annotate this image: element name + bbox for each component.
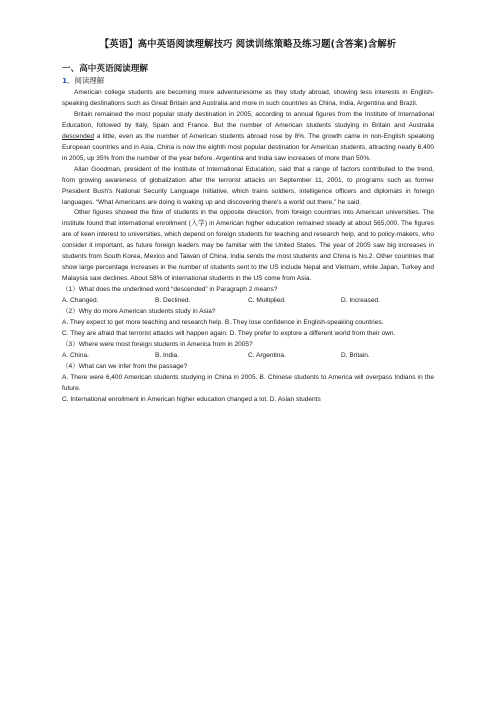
question-2-options-line-2: C. They are afraid that terrorist attacks will happen again. D. They prefer to explore a different world from their own.: [62, 329, 396, 337]
question-4-options-line-1: A. There were 6,400 American students studying in China in 2005. B. Chinese students to America will overpass Indians in the future.: [62, 373, 434, 392]
option-b: B. India.: [155, 351, 180, 359]
question-3-stem: （3）Where were most foreign students in America from in 2005?: [62, 340, 253, 348]
option-a: A. Changed.: [62, 297, 99, 305]
passage-paragraph-3: Allan Goodman, president of the Institute of International Education, said that a range of factors contributed to the trend, from growing awareness of globalization after the terrorist attacks on September 11, 2001, to programs such as former President Bush's National Security Language Initiative, which trains soldiers, intelligence officers and diplomats in foreign languages. “What Americans are doing is waking up and discovering there's a world out there,” he said.: [62, 165, 434, 206]
question-3: [62, 340, 434, 362]
question-2: [62, 307, 434, 340]
option-d: D. Increased.: [341, 297, 380, 305]
document-title: 【英语】高中英语阅读理解技巧 阅读训练策略及练习题(含答案)含解析: [99, 39, 397, 50]
question-4-stem: （4）What can we infer from the passage?: [62, 362, 188, 370]
sub-heading: [62, 75, 434, 86]
question-2-stem: （2）Why do more American students study in Asia?: [62, 308, 216, 316]
option-d: D. Britain.: [341, 351, 370, 359]
question-4: [62, 362, 434, 406]
passage-paragraph-1: American college students are becoming more adventuresome as they study abroad, showing less interests in English-speaking destinations such as Great Britain and Australia and more in such countries as China, India, Argentina and Brazil.: [62, 89, 434, 107]
option-a: A. China.: [62, 351, 89, 359]
sub-heading-number: 1．: [62, 76, 75, 85]
option-b: B. Declined.: [155, 297, 191, 305]
p2-text-after: a little, even as the number of American students abroad rose by 8%. The growth came in non-English speaking European countries and in Asia. China is now the eighth most popular destination for American students, attracting nearly 6,400 in 2005, up 35% from the number of the year before. Argentina and India saw increases of more than 50%.: [62, 132, 434, 162]
option-c: C. Multiplied.: [248, 297, 286, 305]
question-3-options: [62, 351, 434, 362]
p2-text-before: Britain remained the most popular study destination in 2005, according to annual figures from the Institute of International Education, followed by Italy, Spain and France. But the number of American students studying in Britain and Australia: [62, 110, 434, 129]
question-1-options: [62, 296, 434, 307]
question-2-options-line-1: A. They expect to get more teaching and research help. B. They lose confidence in English-speaking countries.: [62, 319, 384, 327]
question-1-stem: （1）What does the underlined word “descended” in Paragraph 2 means?: [62, 286, 278, 294]
underlined-word: descended: [62, 132, 95, 140]
option-c: C. Argentina.: [248, 351, 286, 359]
passage-paragraph-2: [62, 110, 434, 165]
question-4-options-line-2: C. International enrollment in American higher education changed a lot. D. Asian students: [62, 395, 321, 403]
section-heading: 一、高中英语阅读理解: [62, 64, 148, 74]
passage-paragraph-4: Other figures showed the flow of students in the opposite direction, from foreign countries into American universities. The institute found that international enrollment (入学) in American higher education remained steady at about 565,000. The figures are of keen interest to universities, which depend on foreign students for teaching and research help, and to policy-makers, who consider it important, as future foreign leaders may be familiar with the United States. The year of 2005 saw big increases in students from South Korea, Mexico and Taiwan of China. India sends the most students and China is No.2. Other countries that show large percentage increases in the number of students sent to the US include Nepal and Vietnam, while Japan, Turkey and Malaysia saw declines. About 58% of international students in the US come from Asia.: [62, 209, 434, 283]
question-1: [62, 285, 434, 307]
sub-heading-label: 阅读理解: [74, 76, 105, 85]
